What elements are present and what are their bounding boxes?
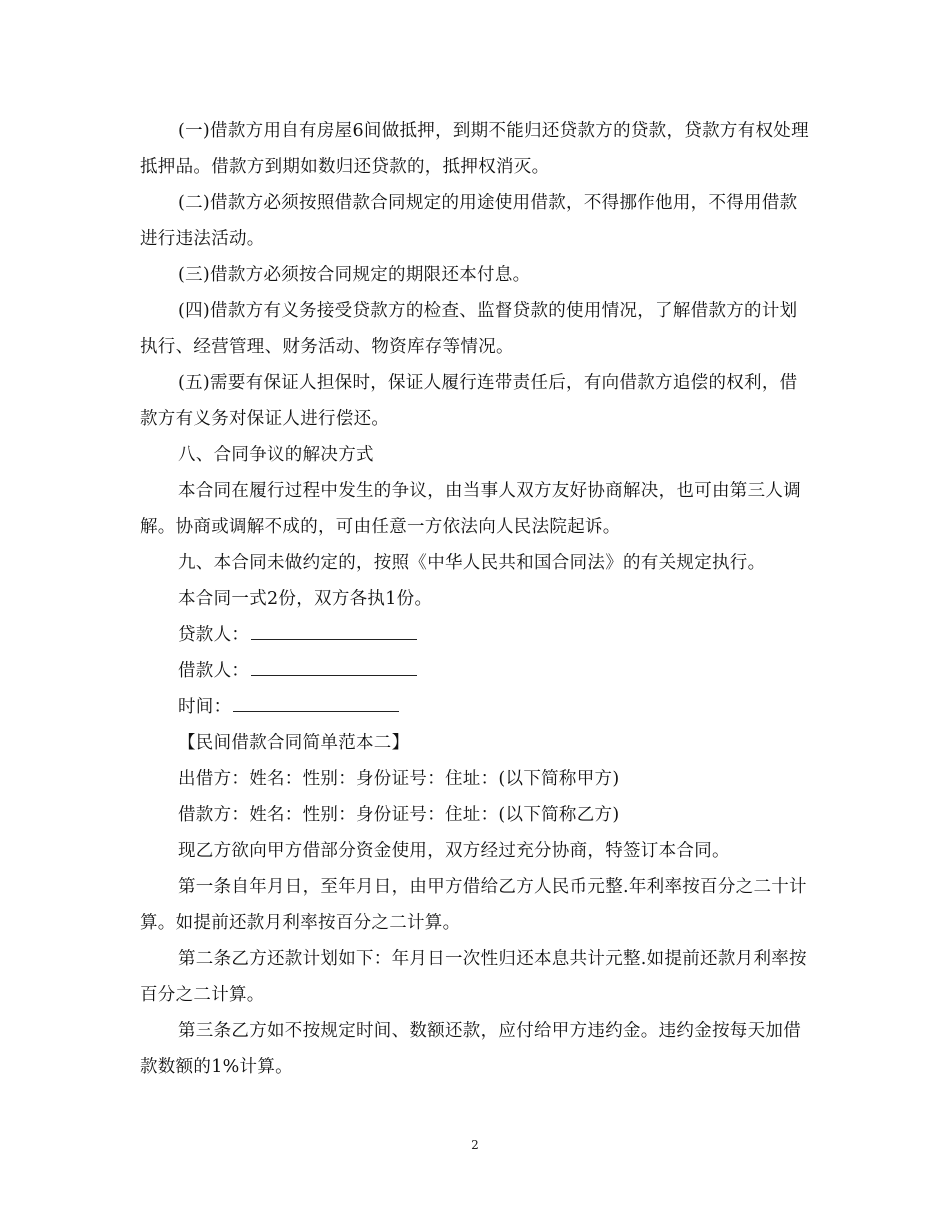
article-2-paragraph: 第二条乙方还款计划如下：年月日一次性归还本息共计元整.如提前还款月利率按百分之二计算。	[140, 949, 807, 1005]
borrower-signature-line	[251, 661, 417, 676]
clause-2-paragraph: (二)借款方必须按照借款合同规定的用途使用借款，不得挪作他用，不得用借款进行违法活动。	[140, 193, 798, 249]
article-3-paragraph: 第三条乙方如不按规定时间、数额还款，应付给甲方违约金。违约金按每天加借款数额的1%计算。	[140, 1021, 801, 1077]
time-signature-row	[140, 689, 812, 725]
article-1-paragraph: 第一条自年月日，至年月日，由甲方借给乙方人民币元整.年利率按百分之二十计算。如提前还款月利率按百分之二计算。	[140, 877, 807, 933]
second-contract-title: 【民间借款合同简单范本二】	[178, 733, 410, 753]
borrower-party-line: 借款方：姓名：性别：身份证号：住址：(以下简称乙方)	[178, 805, 620, 825]
section-8-heading: 八、合同争议的解决方式	[178, 445, 374, 465]
borrower-signature-row	[140, 653, 812, 689]
time-label: 时间：	[178, 697, 232, 717]
time-signature-line	[233, 697, 399, 712]
lender-signature-row	[140, 617, 812, 653]
clause-3-paragraph: (三)借款方必须按合同规定的期限还本付息。	[178, 265, 531, 285]
section-9-paragraph: 九、本合同未做约定的，按照《中华人民共和国合同法》的有关规定执行。	[178, 553, 766, 573]
second-contract-intro: 现乙方欲向甲方借部分资金使用，双方经过充分协商，特签订本合同。	[178, 841, 730, 861]
dispute-resolution-paragraph: 本合同在履行过程中发生的争议，由当事人双方友好协商解决，也可由第三人调解。协商或调解不成的，可由任意一方依法向人民法院起诉。	[140, 481, 801, 537]
clause-4-paragraph: (四)借款方有义务接受贷款方的检查、监督贷款的使用情况，了解借款方的计划执行、经营管理、财务活动、物资库存等情况。	[140, 301, 798, 357]
copies-paragraph: 本合同一式2份，双方各执1份。	[178, 589, 433, 609]
lender-party-line: 出借方：姓名：性别：身份证号：住址：(以下简称甲方)	[178, 769, 620, 789]
page-number: 2	[471, 1138, 479, 1152]
clause-5-paragraph: (五)需要有保证人担保时，保证人履行连带责任后，有向借款方追偿的权利，借款方有义务对保证人进行偿还。	[140, 373, 798, 429]
lender-label: 贷款人：	[178, 625, 250, 645]
lender-signature-line	[251, 625, 417, 640]
clause-1-paragraph: (一)借款方用自有房屋6间做抵押，到期不能归还贷款方的贷款，贷款方有权处理抵押品。借款方到期如数归还贷款的，抵押权消灭。	[140, 121, 809, 177]
borrower-label: 借款人：	[178, 661, 250, 681]
document-body	[140, 113, 812, 1085]
